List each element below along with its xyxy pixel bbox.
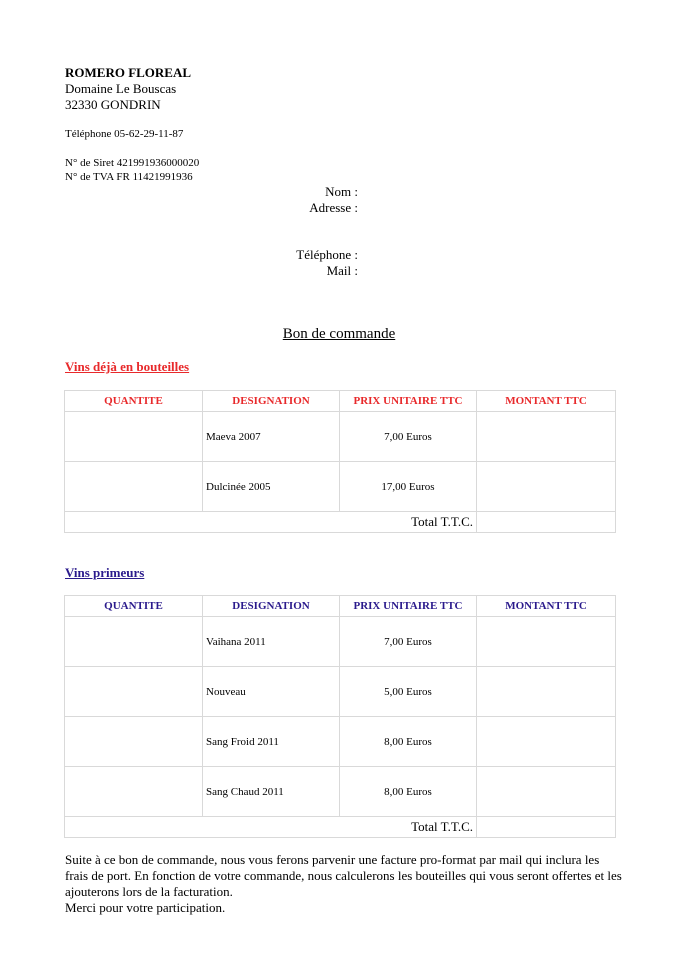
price-cell: 7,00 Euros: [340, 412, 477, 462]
price-cell: 5,00 Euros: [340, 667, 477, 717]
table-header-row: [65, 391, 616, 412]
table-row: [65, 667, 616, 717]
header-prix-unitaire: PRIX UNITAIRE TTC: [340, 596, 477, 617]
price-cell: 7,00 Euros: [340, 617, 477, 667]
header-montant: MONTANT TTC: [477, 391, 616, 412]
quantity-cell[interactable]: [65, 462, 203, 512]
amount-cell[interactable]: [477, 462, 616, 512]
designation-cell: Vaihana 2011: [203, 617, 340, 667]
table-row: [65, 717, 616, 767]
order-table-bottled: [64, 390, 616, 533]
recipient-adresse-label: Adresse :: [309, 200, 358, 215]
section-heading-primeurs: Vins primeurs: [65, 565, 145, 580]
quantity-cell[interactable]: [65, 767, 203, 817]
recipient-mail-label: Mail :: [326, 263, 358, 278]
document-title-wrap: [0, 325, 678, 343]
header-quantite: QUANTITE: [65, 391, 203, 412]
designation-cell: Dulcinée 2005: [203, 462, 340, 512]
table-header-row: [65, 596, 616, 617]
designation-cell: Sang Froid 2011: [203, 717, 340, 767]
designation-cell: Nouveau: [203, 667, 340, 717]
table-row: [65, 617, 616, 667]
price-cell: 17,00 Euros: [340, 462, 477, 512]
total-value-cell[interactable]: [477, 512, 616, 533]
company-address-line1: Domaine Le Bouscas: [65, 81, 177, 96]
designation-cell: Maeva 2007: [203, 412, 340, 462]
amount-cell[interactable]: [477, 412, 616, 462]
company-name: ROMERO FLOREAL: [65, 65, 192, 80]
amount-cell[interactable]: [477, 617, 616, 667]
table-row: [65, 462, 616, 512]
table-row: [65, 767, 616, 817]
amount-cell[interactable]: [477, 717, 616, 767]
footer-note: [65, 852, 625, 916]
recipient-nom-label: Nom :: [325, 184, 358, 199]
price-cell: 8,00 Euros: [340, 767, 477, 817]
total-value-cell[interactable]: [477, 817, 616, 838]
section-heading-bottled: Vins déjà en bouteilles: [65, 359, 190, 374]
header-quantite: QUANTITE: [65, 596, 203, 617]
header-designation: DESIGNATION: [203, 596, 340, 617]
header-montant: MONTANT TTC: [477, 596, 616, 617]
company-phone: Téléphone 05-62-29-11-87: [65, 128, 184, 140]
amount-cell[interactable]: [477, 667, 616, 717]
order-table-primeurs: [64, 595, 616, 838]
amount-cell[interactable]: [477, 767, 616, 817]
total-label: Total T.T.C.: [65, 817, 477, 838]
quantity-cell[interactable]: [65, 617, 203, 667]
company-tva: N° de TVA FR 11421991936: [65, 171, 193, 183]
recipient-telephone-label: Téléphone :: [296, 247, 358, 262]
footer-thanks: Merci pour votre participation.: [65, 900, 226, 915]
header-prix-unitaire: PRIX UNITAIRE TTC: [340, 391, 477, 412]
quantity-cell[interactable]: [65, 412, 203, 462]
designation-cell: Sang Chaud 2011: [203, 767, 340, 817]
header-designation: DESIGNATION: [203, 391, 340, 412]
document-title: Bon de commande: [282, 326, 396, 342]
total-row: [65, 817, 616, 838]
company-siret: N° de Siret 42199193600002​0: [65, 157, 200, 169]
total-label: Total T.T.C.: [65, 512, 477, 533]
quantity-cell[interactable]: [65, 667, 203, 717]
price-cell: 8,00 Euros: [340, 717, 477, 767]
total-row: [65, 512, 616, 533]
footer-paragraph: Suite à ce bon de commande, nous vous ferons parvenir une facture pro-format par mail qui inclura les frais de port. En fonction de votre commande, nous calculerons les bouteilles qui vous seront offertes et les ajouterons lors de la facturation.: [65, 852, 622, 899]
quantity-cell[interactable]: [65, 717, 203, 767]
company-address-line2: 32330 GONDRIN: [65, 97, 161, 112]
table-row: [65, 412, 616, 462]
